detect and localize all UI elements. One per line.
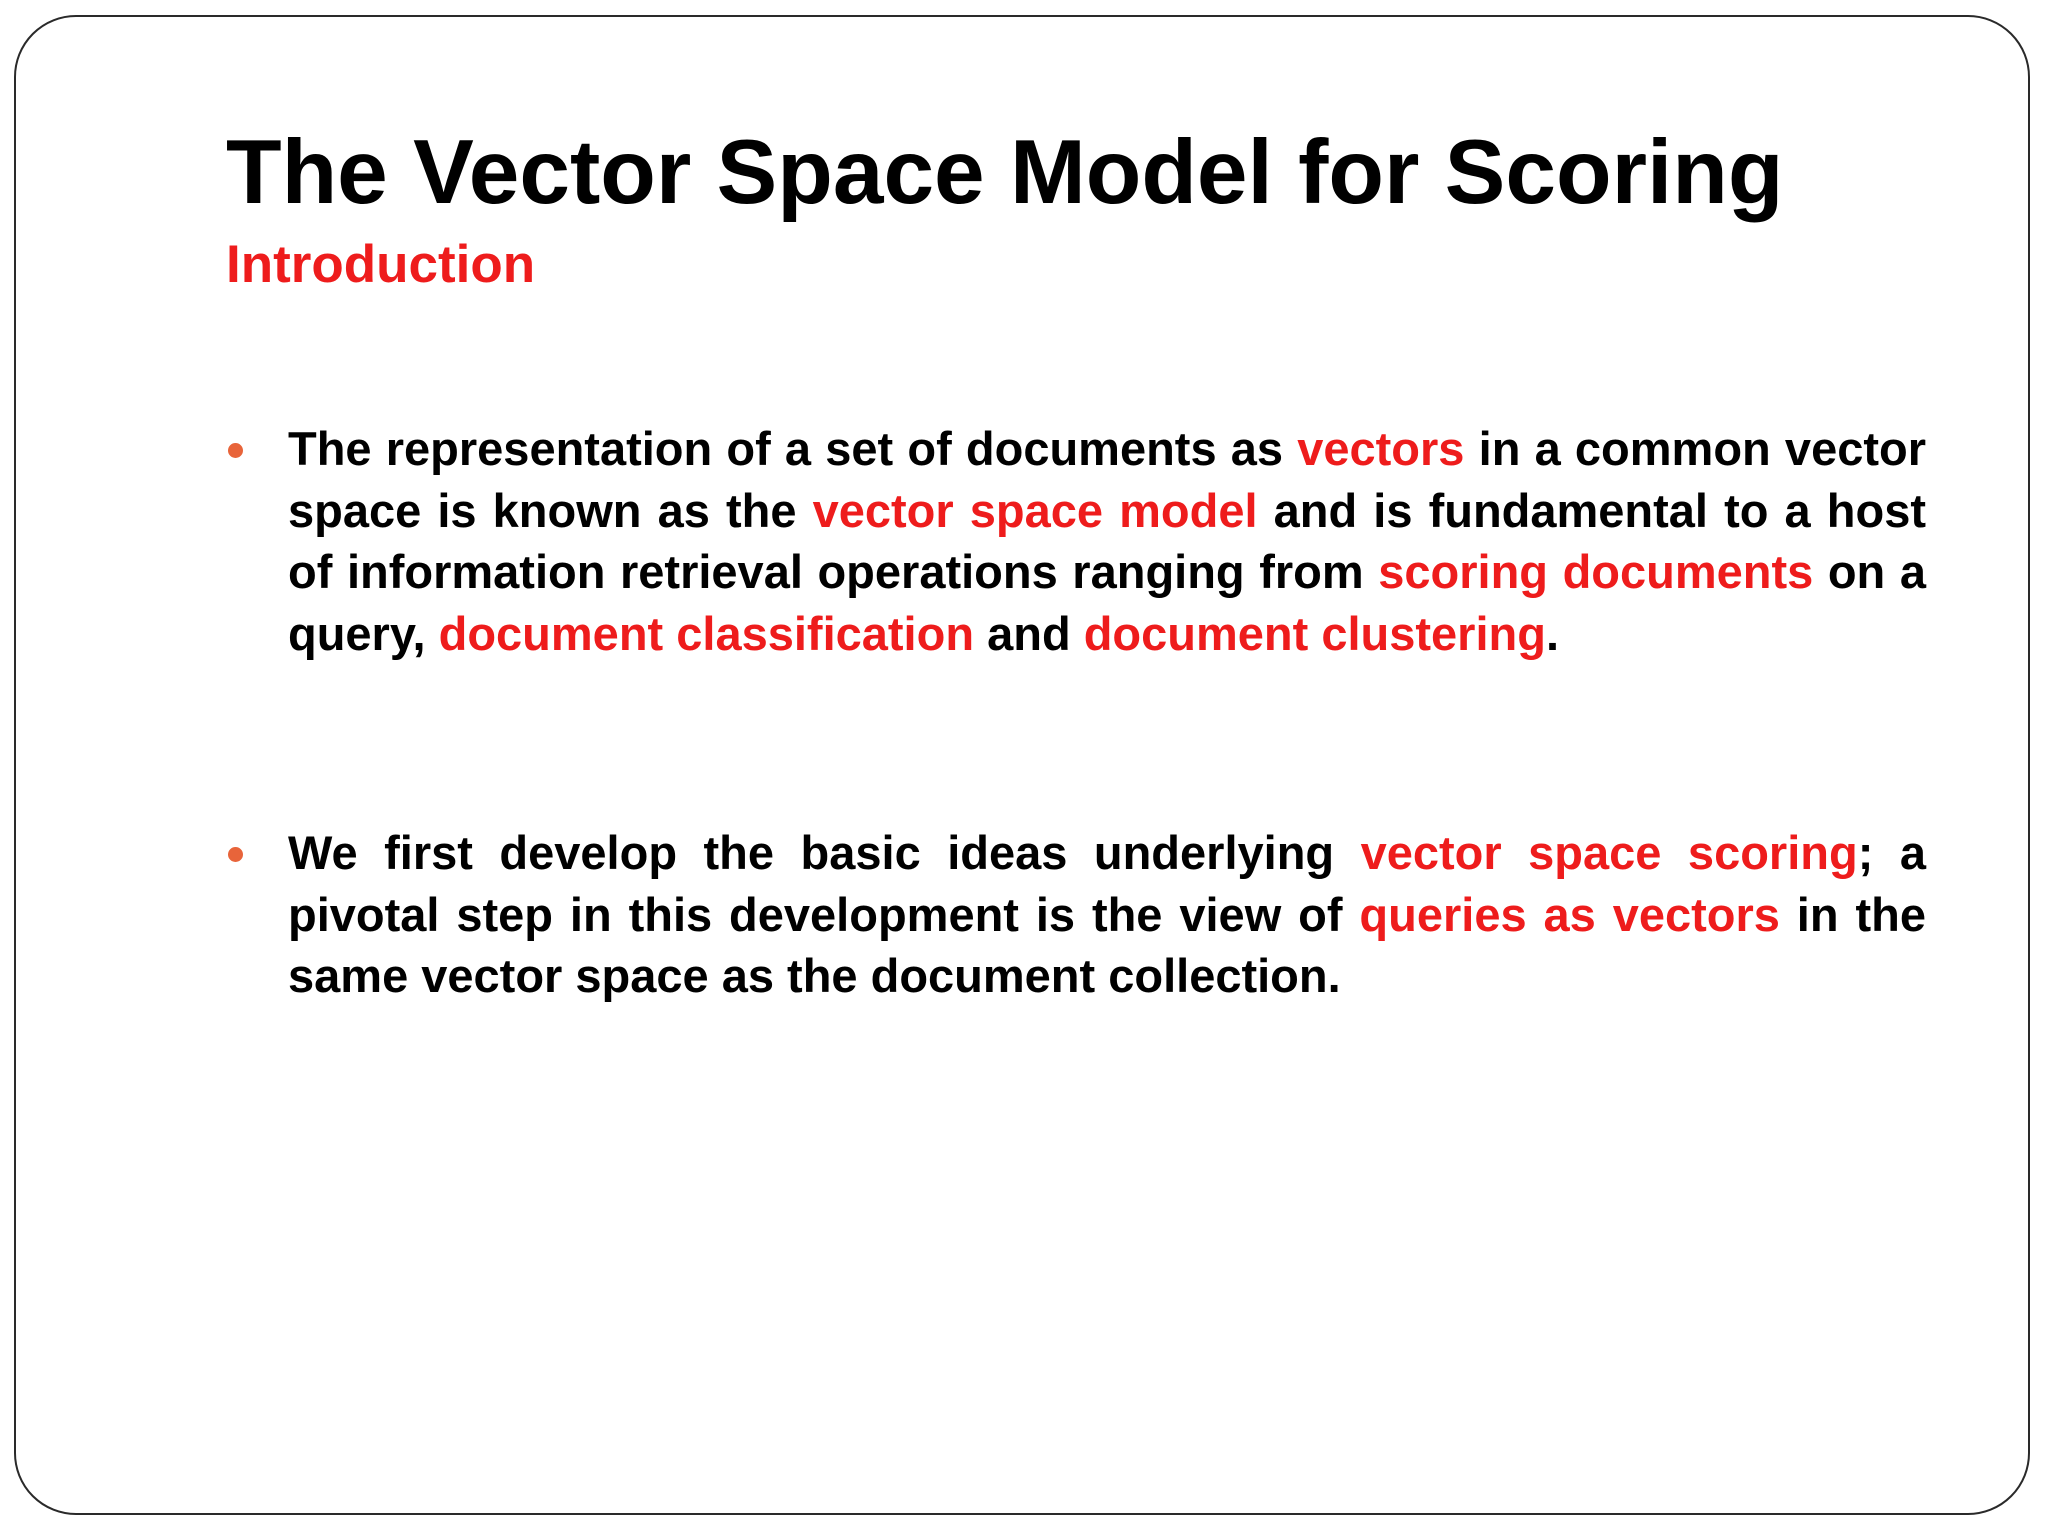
highlighted-term: document classification (438, 606, 975, 660)
highlighted-term: vector space model (812, 483, 1258, 537)
slide-title: The Vector Space Model for Scoring (226, 122, 1784, 223)
bullet-text (288, 822, 1926, 1007)
text-segment: We first develop the basic ideas underlying (288, 826, 1361, 879)
slide-subtitle: Introduction (226, 235, 536, 294)
highlighted-term: queries as vectors (1359, 887, 1780, 941)
text-segment: in a common vector space is known as the (288, 422, 1926, 537)
highlighted-term: vectors (1297, 422, 1465, 475)
bullet-text (288, 418, 1926, 664)
bullet-item (226, 418, 1926, 664)
text-segment: in the same vector space as the document collection. (288, 887, 1926, 1002)
bullet-item (226, 822, 1926, 1007)
bullet-icon (228, 443, 243, 458)
highlighted-term: scoring documents (1378, 545, 1814, 598)
text-segment: and is fundamental to a host of information retrieval operations ranging from (288, 483, 1927, 598)
highlighted-term: vector space scoring (1360, 826, 1858, 879)
text-segment: . (1545, 606, 1560, 660)
bullet-icon (228, 847, 243, 862)
text-segment: The representation of a set of documents as (288, 422, 1298, 475)
highlighted-term: document clustering (1083, 606, 1546, 660)
text-segment: on a query, (288, 545, 1926, 660)
text-segment: ; a pivotal step in this development is the view of (288, 826, 1926, 941)
text-segment: and (974, 606, 1084, 660)
